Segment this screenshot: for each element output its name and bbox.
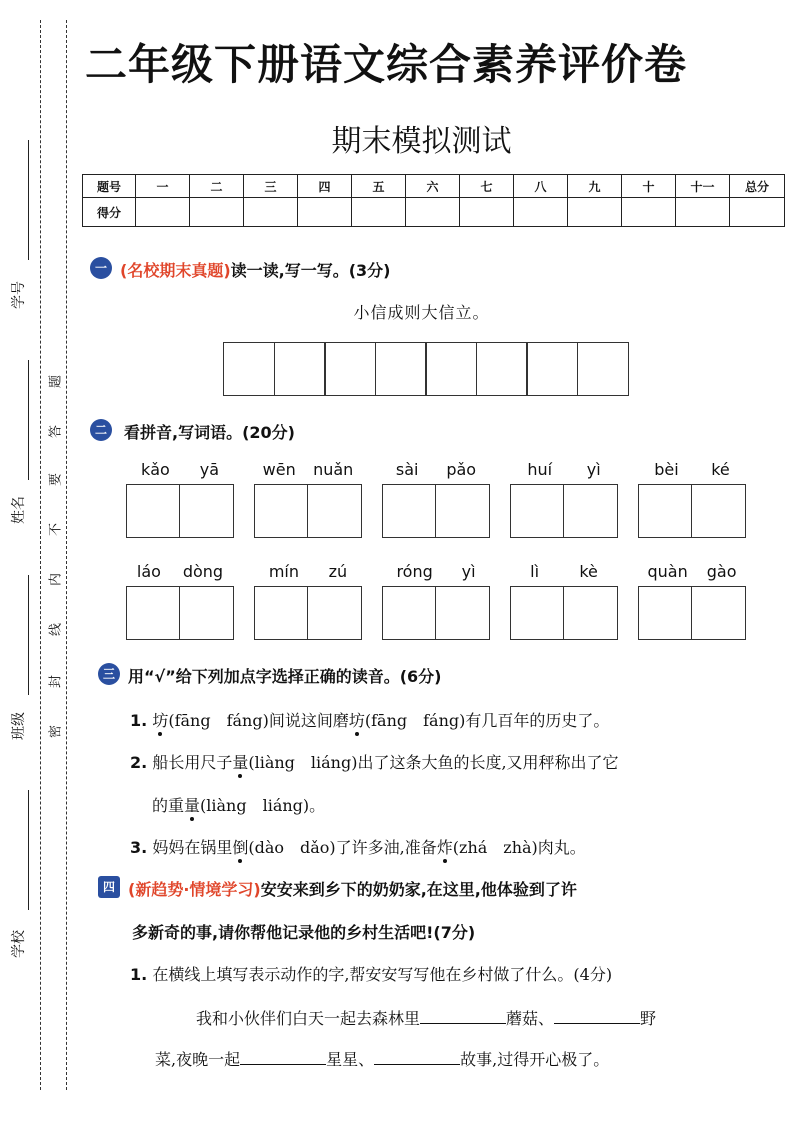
score-cell[interactable] [622,198,676,227]
score-header-cell: 六 [406,175,460,198]
pinyin-syllable: yì [461,562,476,581]
score-cell[interactable] [190,198,244,227]
writing-cell[interactable] [324,342,376,396]
seal-char: 密 [48,725,64,739]
score-header-cell: 五 [352,175,406,198]
score-cell[interactable] [298,198,352,227]
writing-cell[interactable] [223,342,275,396]
seal-char: 内 [48,573,64,587]
score-header-cell: 四 [298,175,352,198]
q4-paragraph-line1 [196,1006,656,1029]
score-cell[interactable] [352,198,406,227]
score-header-cell: 十 [622,175,676,198]
q3-title: 用“√”给下列加点字选择正确的读音。(6分) [128,667,442,686]
pinyin-syllable: kè [579,562,598,581]
score-cell[interactable] [136,198,190,227]
q4-para-text: 我和小伙伴们白天一起去森林里 [196,1009,421,1028]
seal-char: 线 [48,623,64,637]
pinyin-word-group [382,562,490,640]
answer-box[interactable] [638,586,692,640]
pinyin-syllable: yā [199,460,220,479]
answer-box[interactable] [638,484,692,538]
writing-cell[interactable] [425,342,477,396]
score-cell[interactable] [244,198,298,227]
pinyin-word-group [510,562,618,640]
pinyin-syllable: gào [706,562,737,581]
pinyin-syllable: zú [328,562,348,581]
class-label: 班级 [11,712,27,740]
score-header-cell: 三 [244,175,298,198]
q4-title-line1: 安安来到乡下的奶奶家,在这里,他体验到了许 [260,880,577,899]
school-label: 学校 [11,930,27,958]
score-row-label: 得分 [83,198,136,227]
answer-box[interactable] [254,484,308,538]
pinyin-word-group [638,460,746,538]
score-header-cell: 十一 [676,175,730,198]
score-cell[interactable] [730,198,785,227]
seal-char: 要 [48,473,64,487]
pinyin-word-group [510,460,618,538]
q4-paragraph-line2 [155,1047,609,1070]
q4-sub1-text: 在横线上填写表示动作的字,帮安安写写他在乡村做了什么。(4分) [152,965,613,984]
score-table-header-row [83,175,785,198]
q3-item-2-cont [152,793,325,816]
pinyin-word-group [638,562,746,640]
q3-item-text: 的重 [152,796,185,815]
q3-item-text[interactable]: (fāng fáng)间说这间磨 [168,711,349,730]
q3-item-3 [130,835,586,858]
pinyin-word-group [254,562,362,640]
pinyin-word-group [382,460,490,538]
q3-badge: 三 [98,663,120,685]
exam-title: 二年级下册语文综合素养评价卷 [85,40,688,89]
pinyin-syllable: pǎo [446,460,477,479]
pinyin-syllable: nuǎn [313,460,354,479]
answer-box[interactable] [564,586,618,640]
answer-box[interactable] [126,484,180,538]
score-header-cell: 九 [568,175,622,198]
score-cell[interactable] [568,198,622,227]
pinyin-syllable: huí [527,460,553,479]
pinyin-syllable: quàn [647,562,688,581]
score-cell[interactable] [460,198,514,227]
q1-badge: 一 [90,257,112,279]
q3-item-text: 妈妈在锅里 [152,838,233,857]
q3-item-number: 1. [130,711,148,730]
dashed-line-outer [40,20,41,1090]
seal-char: 不 [48,523,64,537]
pinyin-syllable: yì [586,460,601,479]
q4-sub1-number: 1. [130,965,148,984]
pinyin-syllable: ké [711,460,730,479]
q4-badge: 四 [98,876,120,898]
dashed-line-inner [66,20,67,1090]
dotted-char: 坊 [348,711,365,730]
q3-item-1 [130,708,609,731]
q1-heading [120,258,390,281]
pinyin-syllable: sài [395,460,419,479]
answer-box[interactable] [308,484,362,538]
answer-box[interactable] [180,586,234,640]
score-header-cell: 二 [190,175,244,198]
answer-box[interactable] [436,586,490,640]
fill-blank[interactable] [420,1009,506,1024]
q4-title-line2: 多新奇的事,请你帮他记录他的乡村生活吧!(7分) [132,923,476,942]
q1-tag: (名校期末真题) [120,261,231,280]
q4-para-text: 野 [640,1009,657,1028]
answer-box[interactable] [308,586,362,640]
answer-box[interactable] [692,484,746,538]
class-blank[interactable] [28,575,30,695]
q3-item-number: 2. [130,753,148,772]
fill-blank[interactable] [554,1009,640,1024]
pinyin-word-group [254,460,362,538]
score-header-cell: 八 [514,175,568,198]
q4-sub1 [130,962,612,985]
answer-box[interactable] [564,484,618,538]
school-blank[interactable] [28,790,30,910]
seal-char: 封 [48,675,64,689]
score-cell[interactable] [514,198,568,227]
score-header-cell: 总分 [730,175,785,198]
score-header-cell: 七 [460,175,514,198]
score-cell[interactable] [676,198,730,227]
seal-char: 答 [48,425,64,439]
q3-item-text[interactable]: (liàng liáng)。 [200,796,326,815]
answer-box[interactable] [510,586,564,640]
q3-item-text[interactable]: (liàng liáng)出了这条大鱼的长度,又用秤称出了它 [248,753,619,772]
seal-char: 题 [48,375,64,389]
q3-item-text: 船长用尺子 [152,753,233,772]
q4-heading [128,877,577,900]
q3-item-text[interactable]: (dào dǎo)了许多油,准备 [248,838,437,857]
q4-para-text: 蘑菇、 [506,1009,555,1028]
q3-item-text[interactable]: (fāng fáng)有几百年的历史了。 [364,711,610,730]
q3-item-number: 3. [130,838,148,857]
writing-cell[interactable] [526,342,578,396]
dotted-char: 量 [184,796,201,815]
q4-para-text: 菜,夜晚一起 [155,1050,241,1069]
dotted-char: 倒 [232,838,249,857]
writing-cell[interactable] [577,342,629,396]
score-header-cell: 一 [136,175,190,198]
answer-box[interactable] [510,484,564,538]
pinyin-syllable: lì [530,562,540,581]
dotted-char: 量 [232,753,249,772]
fill-blank[interactable] [240,1050,326,1065]
name-label: 姓名 [11,496,27,524]
answer-box[interactable] [692,586,746,640]
q1-title: 读一读,写一写。(3分) [230,261,391,280]
fill-blank[interactable] [374,1050,460,1065]
score-cell[interactable] [406,198,460,227]
writing-cell[interactable] [274,342,326,396]
q1-writing-grid [223,342,629,396]
pinyin-syllable: láo [136,562,161,581]
answer-box[interactable] [382,484,436,538]
dotted-char: 坊 [152,711,169,730]
writing-cell[interactable] [476,342,528,396]
writing-cell[interactable] [375,342,427,396]
student-id-label: 学号 [11,281,27,309]
q3-item-text[interactable]: (zhá zhà)肉丸。 [452,838,586,857]
q2-title: 看拼音,写词语。(20分) [124,423,295,442]
answer-box[interactable] [382,586,436,640]
pinyin-syllable: bèi [654,460,679,479]
answer-box[interactable] [436,484,490,538]
pinyin-syllable: mín [268,562,299,581]
pinyin-syllable: róng [396,562,433,581]
q4-para-text: 故事,过得开心极了。 [460,1050,610,1069]
exam-subtitle: 期末模拟测试 [331,124,512,159]
pinyin-syllable: kǎo [140,460,170,479]
answer-box[interactable] [126,586,180,640]
name-blank[interactable] [28,360,30,480]
q4-para-text: 星星、 [326,1050,375,1069]
dotted-char: 炸 [436,838,453,857]
answer-box[interactable] [254,586,308,640]
q3-item-2 [130,750,619,773]
q2-badge: 二 [90,419,112,441]
score-table [82,174,785,227]
score-header-cell: 题号 [83,175,136,198]
pinyin-word-group [126,460,234,538]
answer-box[interactable] [180,484,234,538]
pinyin-syllable: wēn [262,460,296,479]
q1-sentence: 小信成则大信立。 [353,303,490,322]
q4-tag: (新趋势·情境学习) [128,880,261,899]
pinyin-syllable: dòng [182,562,224,581]
score-table-score-row [83,198,785,227]
pinyin-word-group [126,562,234,640]
